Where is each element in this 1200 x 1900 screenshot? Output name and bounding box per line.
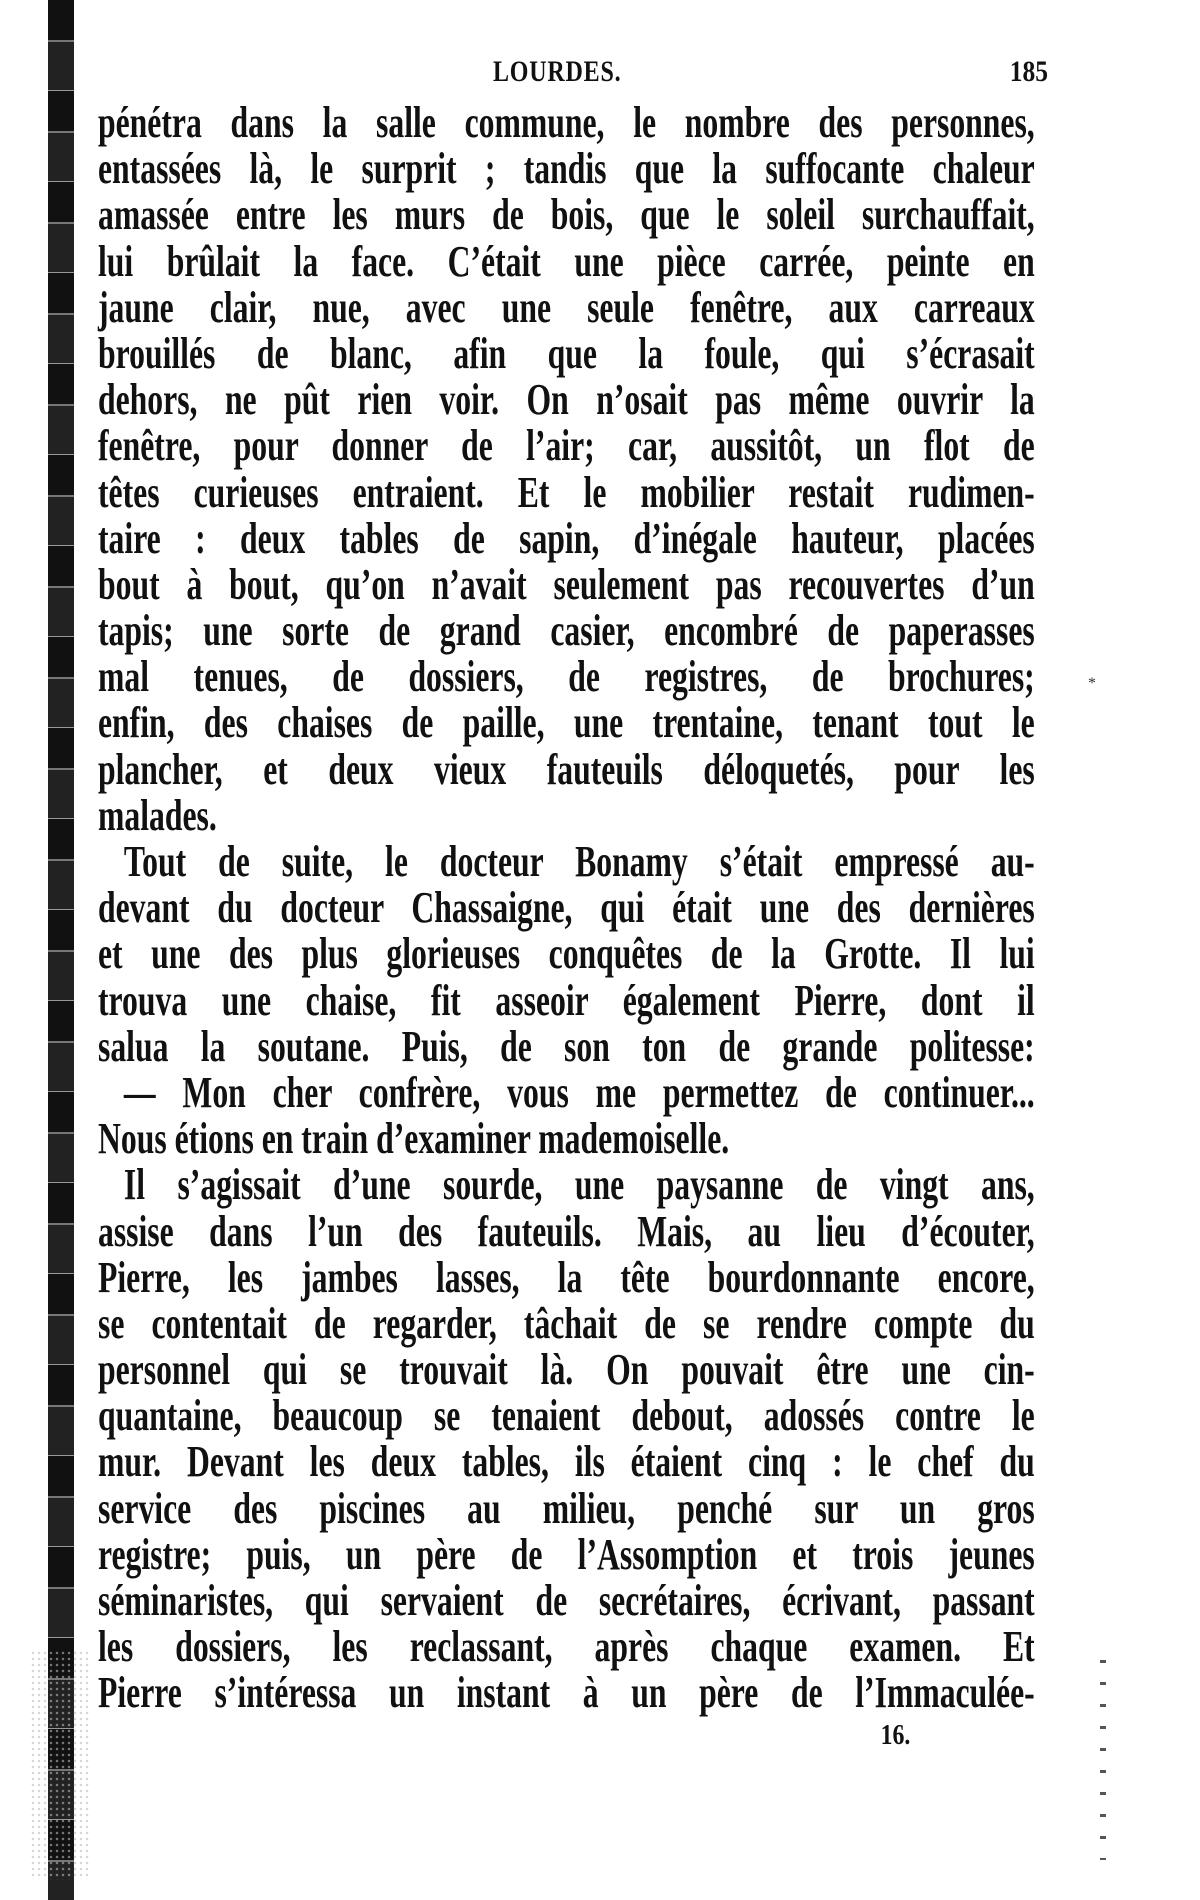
text-line: trouva une chaise, fit asseoir également Pierre, dont il <box>98 975 1035 1025</box>
page-number: 185 <box>1009 55 1048 88</box>
margin-tick-marks <box>1100 1660 1106 1860</box>
text-line: plancher, et deux vieux fauteuils déloquetés, pour les <box>98 744 1035 794</box>
text-line: fenêtre, pour donner de l’air; car, aussitôt, un flot de <box>98 421 1035 471</box>
text-line: bout à bout, qu’on n’avait seulement pas recouvertes d’un <box>98 559 1035 609</box>
text-line: service des piscines au milieu, penché sur un gros <box>98 1483 1035 1533</box>
text-line: Pierre s’intéressa un instant à un père de l’Immaculée- <box>98 1668 1035 1718</box>
text-line: amassée entre les murs de bois, que le soleil surchauffait, <box>98 190 1035 240</box>
text-line: brouillés de blanc, afin que la foule, qui s’écrasait <box>98 328 1035 378</box>
text-line: mal tenues, de dossiers, de registres, de brochures; <box>98 652 1035 702</box>
text-line: devant du docteur Chassaigne, qui était une des dernières <box>98 883 1035 933</box>
text-line: pénétra dans la salle commune, le nombre des personnes, <box>98 98 1035 147</box>
scan-noise <box>30 1650 90 1880</box>
signature-mark: 16. <box>880 1720 911 1751</box>
text-line: mur. Devant les deux tables, ils étaient cinq : le chef du <box>98 1437 1035 1487</box>
text-line: malades. <box>98 790 217 840</box>
text-line: quantaine, beaucoup se tenaient debout, adossés contre le <box>98 1391 1035 1441</box>
text-line: Nous étions en train d’examiner mademoiselle. <box>98 1114 730 1164</box>
text-line: Pierre, les jambes lasses, la tête bourdonnante encore, <box>98 1252 1035 1302</box>
text-line: jaune clair, nue, avec une seule fenêtre, aux carreaux <box>98 282 1035 332</box>
text-line: registre; puis, un père de l’Assomption et trois jeunes <box>98 1529 1035 1579</box>
text-line: enfin, des chaises de paille, une trentaine, tenant tout le <box>98 698 1035 748</box>
text-line: personnel qui se trouvait là. On pouvait être une cin- <box>98 1345 1035 1395</box>
text-line: salua la soutane. Puis, de son ton de grande politesse: <box>98 1021 1035 1071</box>
text-line: têtes curieuses entraient. Et le mobilier restait rudimen- <box>98 467 1035 517</box>
body-text <box>98 100 1035 1717</box>
margin-asterisk: * <box>1088 675 1096 692</box>
book-binding-edge <box>48 0 74 1900</box>
text-line: Tout de suite, le docteur Bonamy s’était empressé au- <box>123 837 1035 886</box>
text-line: Il s’agissait d’une sourde, une paysanne de vingt ans, <box>123 1160 1035 1210</box>
text-line: dehors, ne pût rien voir. On n’osait pas même ouvrir la <box>98 375 1035 425</box>
text-line: les dossiers, les reclassant, après chaque examen. Et <box>98 1622 1035 1672</box>
text-line: tapis; une sorte de grand casier, encombré de paperasses <box>98 606 1035 656</box>
text-line: et une des plus glorieuses conquêtes de la Grotte. Il lui <box>98 929 1035 979</box>
running-title: LOURDES. <box>493 55 622 88</box>
page-header <box>98 55 1048 95</box>
text-line: séminaristes, qui servaient de secrétaires, écrivant, passant <box>98 1576 1035 1625</box>
text-line: taire : deux tables de sapin, d’inégale hauteur, placées <box>98 513 1035 563</box>
text-line: lui brûlait la face. C’était une pièce carrée, peinte en <box>98 236 1035 286</box>
text-line: se contentait de regarder, tâchait de se rendre compte du <box>98 1298 1035 1348</box>
text-line: — Mon cher confrère, vous me permettez de continuer... <box>123 1067 1035 1117</box>
text-line: entassées là, le surprit ; tandis que la suffocante chaleur <box>98 144 1035 194</box>
text-line: assise dans l’un des fauteuils. Mais, au lieu d’écouter, <box>98 1206 1035 1256</box>
